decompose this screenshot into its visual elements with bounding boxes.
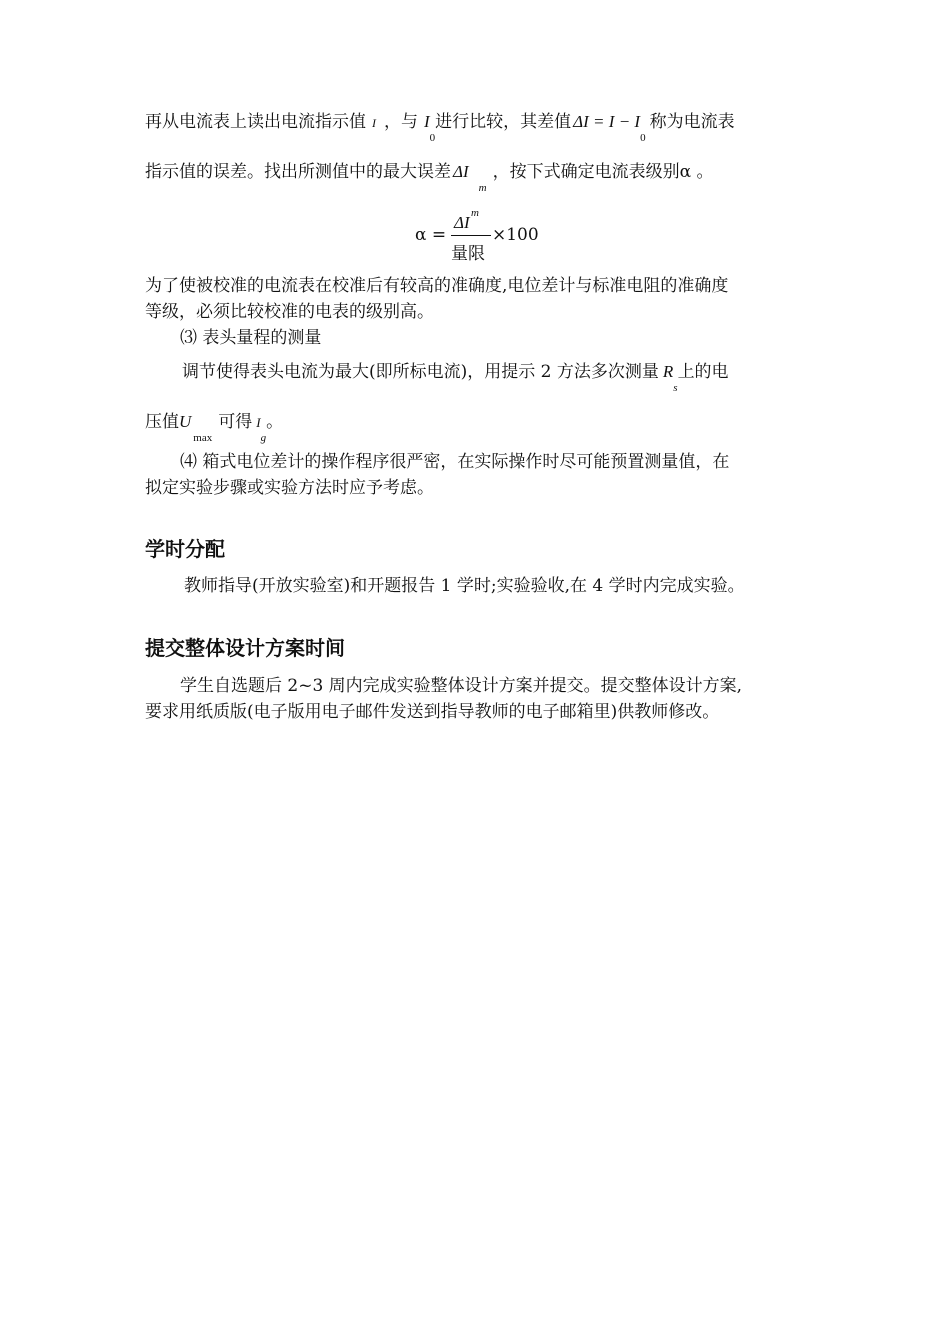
math-Ig: I <box>256 415 261 430</box>
text: 再从电流表上读出电流指示值 <box>145 112 366 132</box>
section-submission-line2: 要求用纸质版(电子版用电子邮件发送到指导教师的电子邮箱里)供教师修改。 <box>145 702 720 722</box>
math-delta-I: ΔI = I − I <box>573 112 641 131</box>
item3-line2 <box>145 411 284 444</box>
text: ，与 <box>384 112 418 132</box>
text: 调节使得表头电流为最大(即所标电流)，用提示 2 方法多次测量 <box>182 362 659 382</box>
math-delta-Im: ΔI <box>453 162 469 181</box>
subscript: 0 <box>429 132 436 144</box>
item3-title: ⑶ 表头量程的测量 <box>180 328 322 348</box>
item4-line1: ⑷ 箱式电位差计的操作程序很严密，在实际操作时尽可能预置测量值，在 <box>180 452 730 472</box>
formula-numerator: ΔI <box>454 213 470 232</box>
para1-line1 <box>145 111 735 144</box>
fraction-bar <box>451 235 491 236</box>
math-I: I <box>372 116 376 130</box>
subscript: s <box>673 382 678 394</box>
formula-lhs: α = <box>415 225 447 245</box>
math-R: R <box>662 362 674 381</box>
text: 指示值的误差。找出所测值中的最大误差 <box>145 162 451 182</box>
subscript: m <box>478 182 487 194</box>
text: 。 <box>266 412 284 432</box>
section-heading-submission: 提交整体设计方案时间 <box>145 636 345 660</box>
formula-numerator-sub: m <box>471 207 479 219</box>
item3-line1 <box>182 361 729 394</box>
math-I0: I <box>424 112 430 131</box>
text: ，按下式确定电流表级别α 。 <box>492 162 714 182</box>
para2-line2: 等级，必须比较校准的电表的级别高。 <box>145 302 434 322</box>
para2-line1: 为了使被校准的电流表在校准后有较高的准确度,电位差计与标准电阻的准确度 <box>145 276 729 296</box>
subscript: 0 <box>640 132 646 144</box>
text: 进行比较，其差值 <box>435 112 572 132</box>
text: 压值 <box>145 412 179 432</box>
formula-denominator: 量限 <box>451 244 485 264</box>
formula-rhs: ×100 <box>492 225 539 245</box>
subscript: g <box>260 432 267 444</box>
text: 称为电流表 <box>649 112 735 132</box>
text: 可得 <box>218 412 253 432</box>
subscript: max <box>193 432 213 444</box>
section-heading-hours: 学时分配 <box>145 537 225 561</box>
math-U: U <box>179 412 192 431</box>
para1-line2 <box>145 161 714 194</box>
item4-line2: 拟定实验步骤或实验方法时应予考虑。 <box>145 478 434 498</box>
section-hours-body: 教师指导(开放实验室)和开题报告 1 学时;实验验收,在 4 学时内完成实验。 <box>184 576 745 596</box>
text: 上的电 <box>677 362 729 382</box>
section-submission-line1: 学生自选题后 2~3 周内完成实验整体设计方案并提交。提交整体设计方案, <box>180 676 743 696</box>
